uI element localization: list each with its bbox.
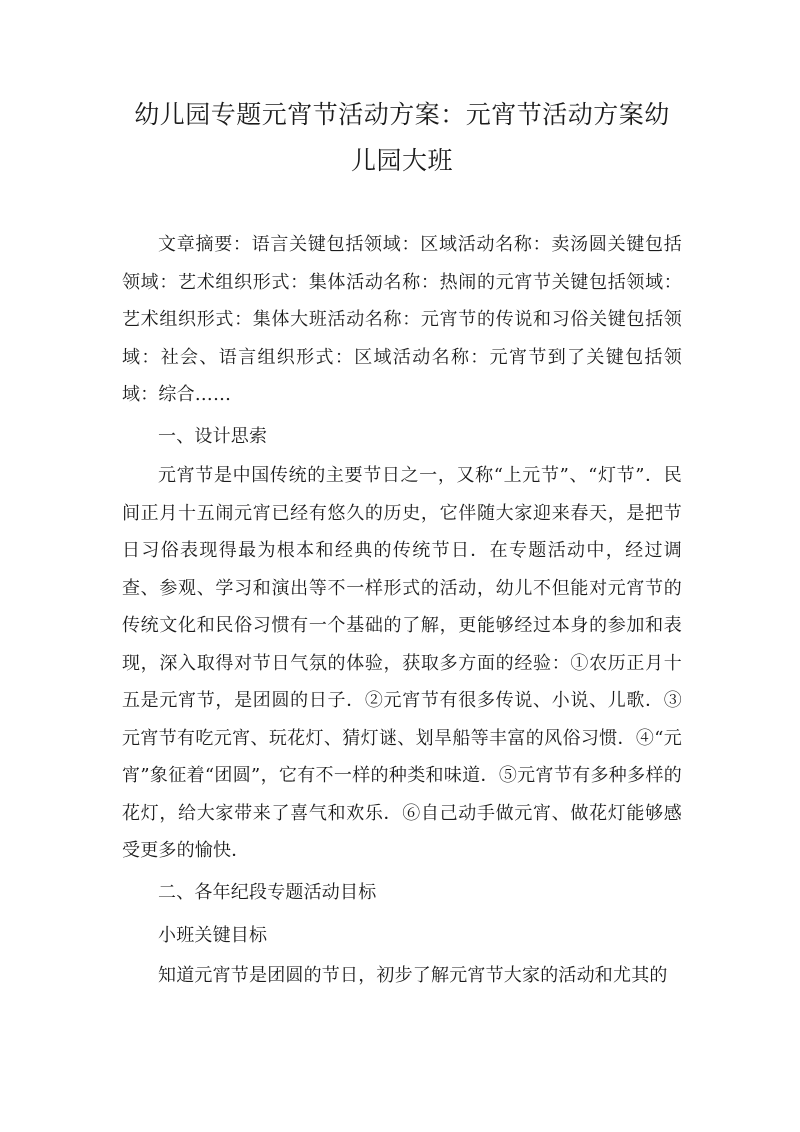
section-heading-goals: 二、各年纪段专题活动目标 (158, 881, 377, 903)
section-heading-design: 一、设计思索 (158, 425, 268, 447)
document-body (122, 226, 682, 994)
design-paragraph: 元宵节是中国传统的主要节日之一，又称“上元节”、“灯节”．民间正月十五闹元宵已经有悠久的历史，它伴随大家迎来春天，是把节日习俗表现得最为根本和经典的传统节日．在专题活动中，经过调查、参观、学习和演出等不一样形式的活动，幼儿不但能对元宵节的传统文化和民俗习惯有一个基础的了解，更能够经过本身的参加和表现，深入取得对节日气氛的体验，获取多方面的经验：①农历正月十五是元宵节，是团圆的日子．②元宵节有很多传说、小说、儿歌．③元宵节有吃元宵、玩花灯、猜灯谜、划旱船等丰富的风俗习惯．④“元宵”象征着“团圆”，它有不一样的种类和味道．⑤元宵节有多种多样的花灯，给大家带来了喜气和欢乐．⑥自己动手做元宵、做花灯能够感受更多的愉快． (122, 465, 682, 861)
document-page (122, 92, 682, 994)
document-title: 幼儿园专题元宵节活动方案：元宵节活动方案幼儿园大班 (134, 100, 670, 175)
small-class-paragraph: 知道元宵节是团圆的节日，初步了解元宵节大家的活动和尤其的 (158, 964, 668, 986)
abstract-paragraph: 文章摘要：语言关键包括领域：区域活动名称：卖汤圆关键包括领域：艺术组织形式：集体活动名称：热闹的元宵节关键包括领域：艺术组织形式：集体大班活动名称：元宵节的传说和习俗关键包括领域：社会、语言组织形式：区域活动名称：元宵节到了关键包括领域：综合…… (122, 234, 682, 405)
subsection-heading-small-class: 小班关键目标 (158, 925, 268, 946)
